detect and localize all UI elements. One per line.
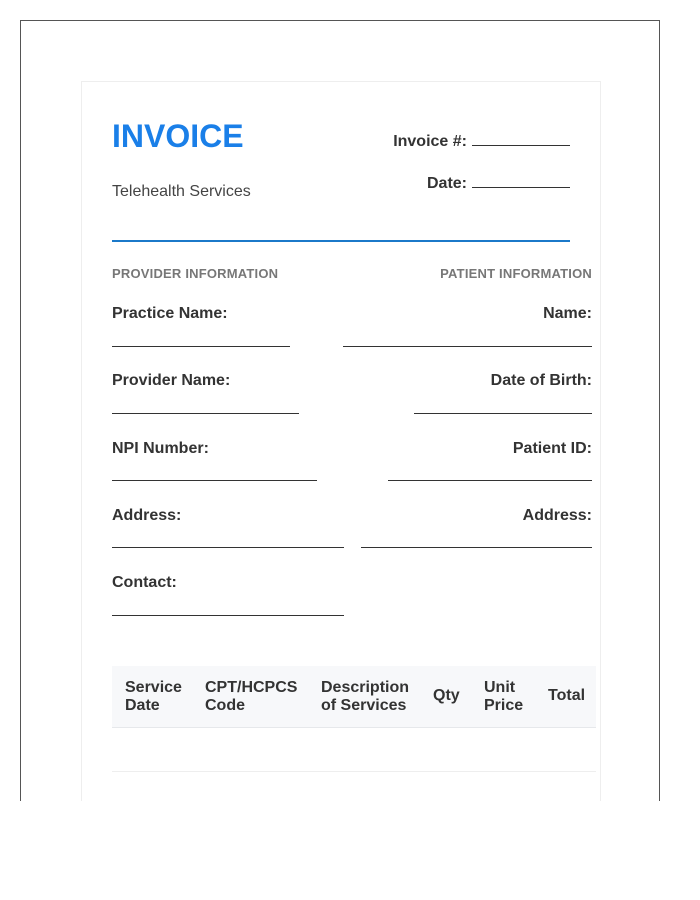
practice-name-label: Practice Name:	[112, 305, 228, 322]
invoice-number-label: Invoice #:	[393, 133, 467, 150]
patient-id-blank[interactable]	[388, 480, 592, 481]
patient-address-label: Address:	[522, 507, 592, 524]
invoice-number-blank[interactable]	[472, 131, 570, 146]
invoice-subtitle: Telehealth Services	[112, 183, 251, 200]
provider-name-blank[interactable]	[112, 413, 299, 414]
patient-address-blank[interactable]	[361, 547, 592, 548]
column-description-of-services: Description of Services	[321, 679, 410, 714]
patient-name-label: Name:	[543, 305, 592, 322]
provider-address-blank[interactable]	[112, 547, 344, 548]
contact-blank[interactable]	[112, 615, 344, 616]
column-qty: Qty	[433, 687, 460, 704]
table-row	[112, 728, 596, 772]
invoice-title: INVOICE	[112, 118, 244, 154]
column-service-date: Service Date	[125, 679, 182, 714]
invoice-date-label: Date:	[426, 175, 467, 192]
date-of-birth-blank[interactable]	[414, 413, 592, 414]
contact-label: Contact:	[112, 574, 177, 591]
patient-section-heading: PATIENT INFORMATION	[440, 266, 592, 281]
provider-section-heading: PROVIDER INFORMATION	[112, 266, 279, 281]
date-of-birth-label: Date of Birth:	[490, 372, 592, 389]
invoice-number-field	[393, 131, 570, 152]
npi-number-blank[interactable]	[112, 480, 317, 481]
npi-number-label: NPI Number:	[112, 440, 209, 457]
patient-name-blank[interactable]	[343, 346, 592, 347]
column-total: Total	[548, 687, 586, 704]
services-table-header	[112, 666, 596, 728]
column-cpt-hcpcs-code: CPT/HCPCS Code	[205, 679, 298, 714]
column-unit-price: Unit Price	[484, 679, 524, 714]
provider-address-label: Address:	[112, 507, 182, 524]
practice-name-blank[interactable]	[112, 346, 290, 347]
invoice-date-field	[427, 173, 570, 194]
patient-id-label: Patient ID:	[512, 440, 592, 457]
provider-name-label: Provider Name:	[112, 372, 231, 389]
header-divider	[112, 240, 570, 242]
invoice-date-blank[interactable]	[472, 173, 570, 188]
